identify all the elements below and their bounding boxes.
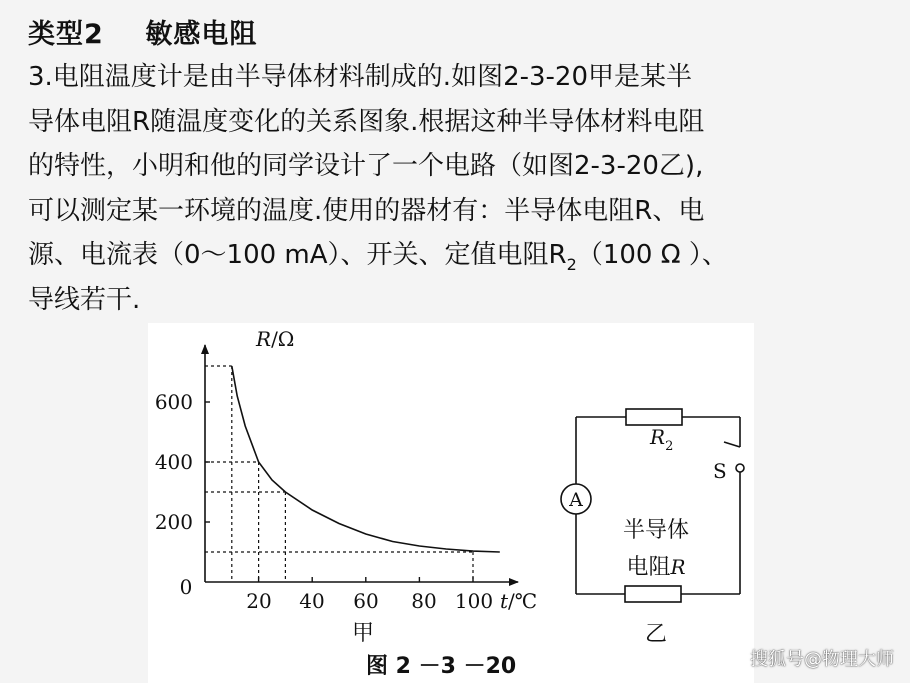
- problem-line-3: 的特性，小明和他的同学设计了一个电路（如图2-3-20乙),: [28, 151, 704, 181]
- y-tick-label-200: 200: [154, 510, 193, 534]
- y-tick-label-600: 600: [154, 390, 193, 414]
- r2-variable: R: [650, 425, 666, 449]
- x-tick-label-40: 40: [299, 589, 325, 613]
- problem-line-6: 导线若干.: [28, 284, 141, 315]
- y-axis-variable: R: [256, 327, 272, 351]
- resistor-r2-symbol: [626, 409, 682, 425]
- circuit-caption: 乙: [644, 622, 668, 647]
- figure-svg: [148, 323, 754, 683]
- problem-text: [28, 55, 898, 322]
- figure-caption: 图 2 －3 －20: [366, 654, 517, 679]
- y-axis-unit: /Ω: [271, 327, 295, 351]
- problem-line-5-end: （100 Ω ）、: [576, 240, 728, 270]
- problem-line-5: [28, 233, 898, 278]
- x-tick-label-80: 80: [411, 589, 437, 613]
- x-tick-label-100: 100: [454, 589, 494, 613]
- resistance-temperature-graph: [155, 327, 537, 646]
- device-label-text: 电阻: [626, 555, 671, 580]
- x-axis-unit: /℃: [508, 589, 538, 613]
- resistance-curve: [232, 366, 500, 552]
- watermark: 搜狐号@物理大师: [750, 649, 894, 670]
- circuit-labels: [568, 425, 727, 647]
- graph-caption: 甲: [351, 621, 375, 646]
- figure-panel: [148, 323, 754, 683]
- y-tick-label-400: 400: [154, 450, 193, 474]
- switch-contact: [736, 464, 744, 472]
- r2-label-subscript: 2: [665, 439, 674, 454]
- r2-subscript: 2: [566, 255, 577, 274]
- reference-dashed-lines: [205, 366, 473, 582]
- axis-ticks: [205, 402, 473, 582]
- y-axis-label: [255, 327, 294, 351]
- r2-label: [649, 425, 673, 454]
- x-tick-label-20: 20: [246, 589, 272, 613]
- semiconductor-resistor-symbol: [625, 586, 681, 602]
- section-heading: 类型2 敏感电阻: [28, 19, 258, 50]
- problem-line-4: 可以测定某一环境的温度.使用的器材有：半导体电阻R、电: [28, 195, 705, 226]
- ammeter-label: A: [569, 489, 583, 511]
- switch-label: S: [713, 459, 727, 483]
- origin-label: 0: [179, 575, 193, 599]
- x-tick-label-60: 60: [353, 589, 379, 613]
- problem-line-2: 导体电阻R随温度变化的关系图象.根据这种半导体材料电阻: [28, 106, 705, 137]
- x-axis-variable: t: [500, 589, 509, 613]
- device-label-line2: [626, 555, 685, 580]
- switch-lever[interactable]: [724, 442, 740, 447]
- device-label-line1: 半导体: [622, 518, 690, 543]
- problem-line-1: 3.电阻温度计是由半导体材料制成的.如图2-3-20甲是某半: [28, 62, 693, 92]
- x-axis-label: [500, 589, 537, 613]
- device-label-variable: R: [670, 555, 686, 579]
- problem-line-5-start: 源、电流表（0～100 mA）、开关、定值电阻R: [28, 240, 567, 270]
